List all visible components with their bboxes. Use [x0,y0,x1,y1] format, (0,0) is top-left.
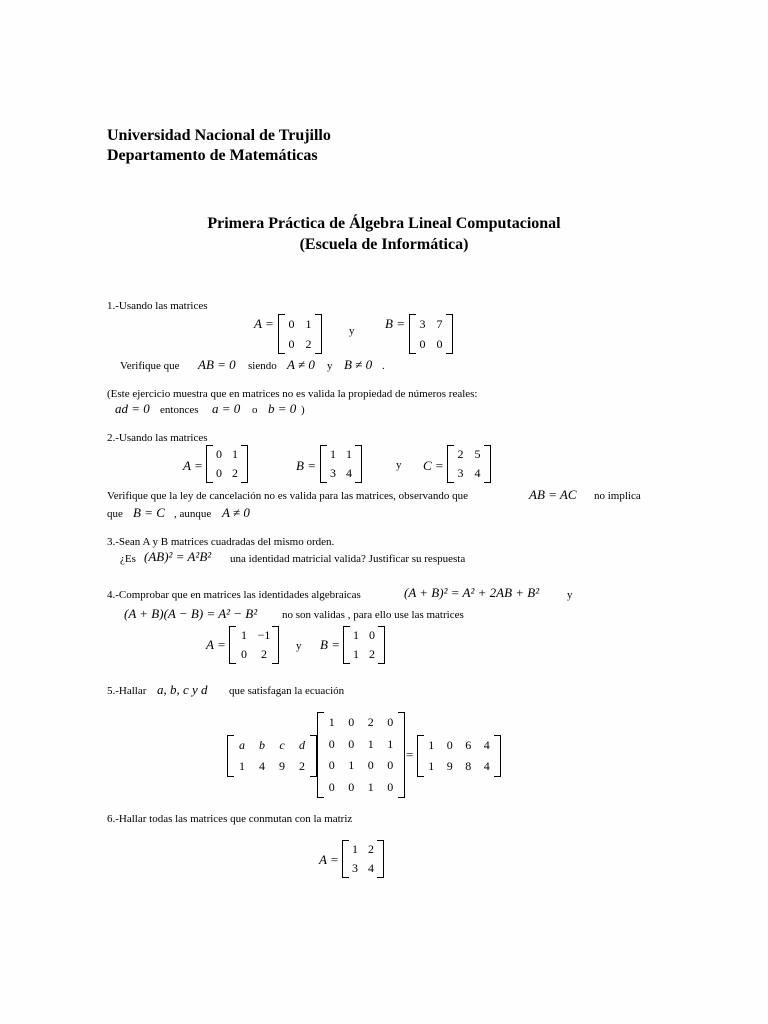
matrix-entry: 5 [474,447,481,461]
ex1-intro: 1.-Usando las matrices [107,300,208,312]
ex2-eq3: A ≠ 0 [222,505,250,520]
ex3-rest: una identidad matricial valida? Justificar su respuesta [230,553,466,565]
matrix-entry: 1 [352,842,358,856]
matrix-entry: 2 [368,842,374,856]
ex4-rest: no son validas , para ello use las matrices [282,609,464,621]
ex2-matrix-a [206,445,248,483]
matrix-entry: 0 [446,738,453,752]
ex3-es: ¿Es [120,553,136,565]
matrix-entry: 0 [288,317,295,331]
matrix-entry: 1 [428,738,435,752]
matrix-entry: 0 [387,758,394,772]
matrix-entry: 1 [232,447,238,461]
matrix-entry: 0 [216,466,222,480]
ex2-text2: no implica [594,490,641,502]
ex1-note-close: ) [301,404,305,416]
matrix-entry: 3 [330,466,336,480]
matrix-entry: 9 [279,759,285,773]
matrix-entry: 2 [305,337,312,351]
ex1-matrix-b [409,314,453,354]
ex1-note-a: a = 0 [212,401,241,416]
department-name: Departamento de Matemáticas [107,147,318,164]
ex5-equals: = [406,747,414,762]
ex1-b-neq: B ≠ 0 [344,357,373,372]
matrix-entry: 4 [259,759,265,773]
matrix-entry: b [259,738,265,752]
ex4-y: y [567,589,573,601]
matrix-entry: a [239,738,245,752]
matrix-entry: 3 [352,861,358,875]
matrix-entry: 1 [348,758,355,772]
matrix-entry: c [279,738,285,752]
matrix-entry: 0 [288,337,295,351]
matrix-entry: 0 [348,715,355,729]
ex2-matrix-b [320,445,362,483]
ex3-eq: (AB)² = A²B² [144,549,212,564]
matrix-entry: 7 [436,317,443,331]
ex1-b-label: B = [385,316,405,331]
matrix-entry: 1 [387,736,394,751]
ex4-matrix-b [343,626,385,664]
ex1-note-entonces: entonces [160,404,199,416]
ex5-matrix-right [417,735,501,777]
ex2-a-label: A = [183,458,203,473]
matrix-entry: 3 [457,466,464,480]
matrix-entry: 0 [328,736,335,751]
ex4-eq2: (A + B)(A − B) = A² − B² [124,606,258,621]
ex1-note: (Este ejercicio muestra que en matrices no es valida la propiedad de números reales: [107,388,478,400]
matrix-entry: 0 [369,628,375,642]
matrix-entry: 0 [387,715,394,729]
matrix-entry: 0 [348,779,355,794]
matrix-entry: −1 [257,628,271,642]
ex1-a-label: A = [254,316,274,331]
ex1-note-b: b = 0 [268,401,297,416]
matrix-entry: 8 [465,759,472,773]
matrix-entry: 2 [369,647,375,661]
matrix-entry: 4 [346,466,352,480]
matrix-entry: 1 [353,628,359,642]
ex4-matrix-a [229,626,279,664]
matrix-entry: 1 [367,736,374,751]
matrix-entry: 0 [328,758,335,772]
matrix-entry: 6 [465,738,472,752]
ex5-vars: a, b, c y d [157,682,208,697]
matrix-entry: 0 [419,337,426,351]
matrix-entry: 0 [387,779,394,794]
ex2-eq1: AB = AC [529,487,577,502]
ex5-matrix-middle [317,712,405,798]
ex1-conj: y [349,325,355,337]
matrix-entry: 1 [241,628,247,642]
ex6-a-label: A = [319,852,339,867]
ex1-matrix-a [278,314,322,354]
matrix-entry: 4 [368,861,374,875]
ex2-matrix-c [447,445,491,483]
matrix-entry: 9 [446,759,453,773]
matrix-entry: 0 [436,337,443,351]
matrix-entry: 3 [419,317,426,331]
matrix-entry: 1 [428,759,435,773]
matrix-entry: 1 [328,715,335,729]
ex2-text1: Verifique que la ley de cancelación no es valida para las matrices, observando que [107,490,469,502]
ex4-b-label: B = [320,637,340,652]
ex1-a-neq: A ≠ 0 [287,357,315,372]
matrix-entry: 1 [353,647,359,661]
matrix-entry: 2 [299,759,305,773]
ex2-que: que [107,508,123,520]
ex1-y: y [327,360,333,372]
matrix-entry: 0 [216,447,222,461]
ex2-conj: y [396,459,402,471]
ex1-dot: . [382,360,385,372]
ex2-aunque: , aunque [174,508,212,520]
ex5-matrix-left [227,735,317,777]
matrix-entry: 2 [457,447,464,461]
ex5-intro: 5.-Hallar [107,685,147,697]
matrix-entry: 1 [367,779,374,794]
ex1-note-ad: ad = 0 [115,401,150,416]
ex2-intro: 2.-Usando las matrices [107,432,208,444]
ex4-a-label: A = [206,637,226,652]
matrix-entry: 1 [239,759,245,773]
matrix-entry: 1 [305,317,312,331]
matrix-entry: 4 [474,466,481,480]
university-name: Universidad Nacional de Trujillo [107,127,331,144]
document-title: Primera Práctica de Álgebra Lineal Computacional [207,215,561,232]
ex2-b-label: B = [296,458,316,473]
ex1-verify-eq: AB = 0 [198,357,236,372]
ex1-siendo: siendo [248,360,277,372]
ex2-c-label: C = [423,458,444,473]
matrix-entry: 2 [367,715,374,729]
matrix-entry: 0 [348,736,355,751]
matrix-entry: 4 [483,759,490,773]
ex4-eq1: (A + B)² = A² + 2AB + B² [404,585,540,600]
ex6-matrix-a [342,840,384,878]
matrix-entry: 2 [261,647,267,661]
matrix-entry: 4 [483,738,490,752]
ex1-verify-text: Verifique que [120,360,180,372]
matrix-entry: 0 [367,758,374,772]
ex3-line1: 3.-Sean A y B matrices cuadradas del mismo orden. [107,536,335,548]
matrix-entry: 2 [232,466,238,480]
document-subtitle: (Escuela de Informática) [299,236,469,253]
ex1-note-o: o [252,404,258,416]
ex6-intro: 6.-Hallar todas las matrices que conmutan con la matriz [107,813,353,825]
matrix-entry: 1 [330,447,336,461]
ex2-eq2: B = C [133,505,165,520]
matrix-entry: 1 [346,447,352,461]
ex5-rest: que satisfagan la ecuación [229,685,345,697]
ex4-line1: 4.-Comprobar que en matrices las identidades algebraicas [107,589,361,601]
matrix-entry: 0 [241,647,247,661]
ex4-conj: y [296,640,302,652]
matrix-entry: d [299,738,305,752]
matrix-entry: 0 [328,779,335,794]
